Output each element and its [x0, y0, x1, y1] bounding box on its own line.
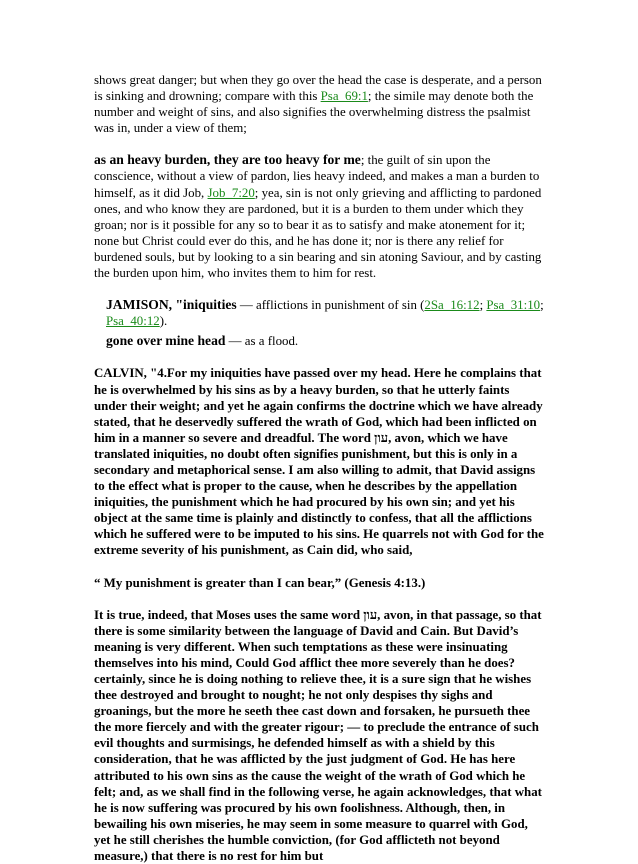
separator: ;: [479, 298, 487, 313]
scripture-link-2sa-16-12[interactable]: 2Sa_16:12: [424, 298, 480, 313]
scripture-link-psa-40-12[interactable]: Psa_40:12: [106, 314, 160, 329]
document-page: [94, 72, 544, 864]
gill-paragraph-1: [94, 72, 544, 136]
calvin-section: [94, 365, 544, 864]
scripture-link-psa-69-1[interactable]: Psa_69:1: [320, 89, 368, 104]
paragraph-text: — as a flood.: [225, 334, 299, 349]
paragraph-text: shows great danger; but when they go over the head the case is desperate, and a person is sinking and drowning; compare with this: [94, 73, 542, 104]
paragraph-text: ; the guilt of sin upon the conscience, without a view of pardon, lies heavy indeed, and makes a man a burden to himself, as it did Job,: [94, 153, 540, 200]
verse-phrase-heading: as an heavy burden, they are too heavy for me: [94, 152, 361, 168]
calvin-quote: “ My punishment is greater than I can bear,” (Genesis 4:13.): [94, 575, 426, 590]
separator: ;: [540, 298, 544, 313]
paragraph-text: — afflictions in punishment of sin (: [236, 298, 425, 313]
paragraph-text: ; yea, sin is not only grieving and afflicting to pardoned ones, and who know they are pardoned, but it is a burden to them under which they groan; nor is it possible for any so to bear it as to satisfy and make atonement for it; none but Christ could ever do this, and he has done it; nor is there any relief for burdened souls, but by looking to a sin bearing and sin atoning Saviour, and by casting the burden upon him, who invites them to him for rest.: [94, 185, 542, 281]
gill-paragraph-2: [94, 152, 544, 281]
calvin-paragraph-1: CALVIN, "4.For my iniquities have passed over my head. Here he complains that he is overwhelmed by his sins as by a heavy burden, so that he utterly faints under their weight; and yet he again confirms the doctrine which we have already stated, that he deservedly suffered the wrath of God, which had been inflicted on him in a manner so severe and dreadful. The word עון, avon, which we have translated iniquities, no doubt often signifies punishment, but this is only in a secondary and metaphorical sense. I am also willing to admit, that David assigns to the effect what is proper to the cause, when he describes by the appellation iniquities, the punishment which he had procured by his own sin; and yet his object at the same time is plainly and distinctly to confess, that all the afflictions which he suffered were to be imputed to his sins. He quarrels not with God for the extreme severity of his punishment, as Cain did, who said,: [94, 366, 544, 558]
jamison-paragraph: [94, 297, 544, 329]
jamison-paragraph-2: [94, 333, 544, 349]
paragraph-text: ; the simile may denote both the number and weight of sins, and also signifies the overwhelming distress the psalmist was in, under a view of them;: [94, 89, 534, 136]
paragraph-text: ).: [159, 314, 168, 329]
scripture-link-job-7-20[interactable]: Job_7:20: [207, 185, 255, 200]
verse-phrase-heading: gone over mine head: [106, 333, 226, 349]
calvin-paragraph-2: It is true, indeed, that Moses uses the same word עון, avon, in that passage, so that there is some similarity between the language of David and Cain. But David’s meaning is very different. When such temptations as these were insinuating themselves into his mind, Could God afflict thee more severely than he does? certainly, since he is doing nothing to relieve thee, it is a sure sign that he wishes thee destroyed and brought to nought; he not only despises thy sighs and groanings, but the more he seeth thee cast down and forsaken, he pursueth thee the more fiercely and with the greater rigour; — to preclude the entrance of such evil thoughts and surmisings, he defended himself as with a shield by this consideration, that he was afflicted by the just judgment of God. He has here attributed to his own sins as the cause the weight of the wrath of God which he felt; and, as we shall find in the following verse, he again acknowledges, that what he is now suffering was procured by his own foolishness. Although, then, in bewailing his own miseries, he may seem in some measure to quarrel with God, yet he still cherishes the humble conviction, (for God afflicteth not beyond measure,) that there is no rest for him but: [94, 607, 542, 864]
commentator-heading: JAMISON, "iniquities: [106, 297, 237, 313]
scripture-link-psa-31-10[interactable]: Psa_31:10: [486, 298, 541, 313]
